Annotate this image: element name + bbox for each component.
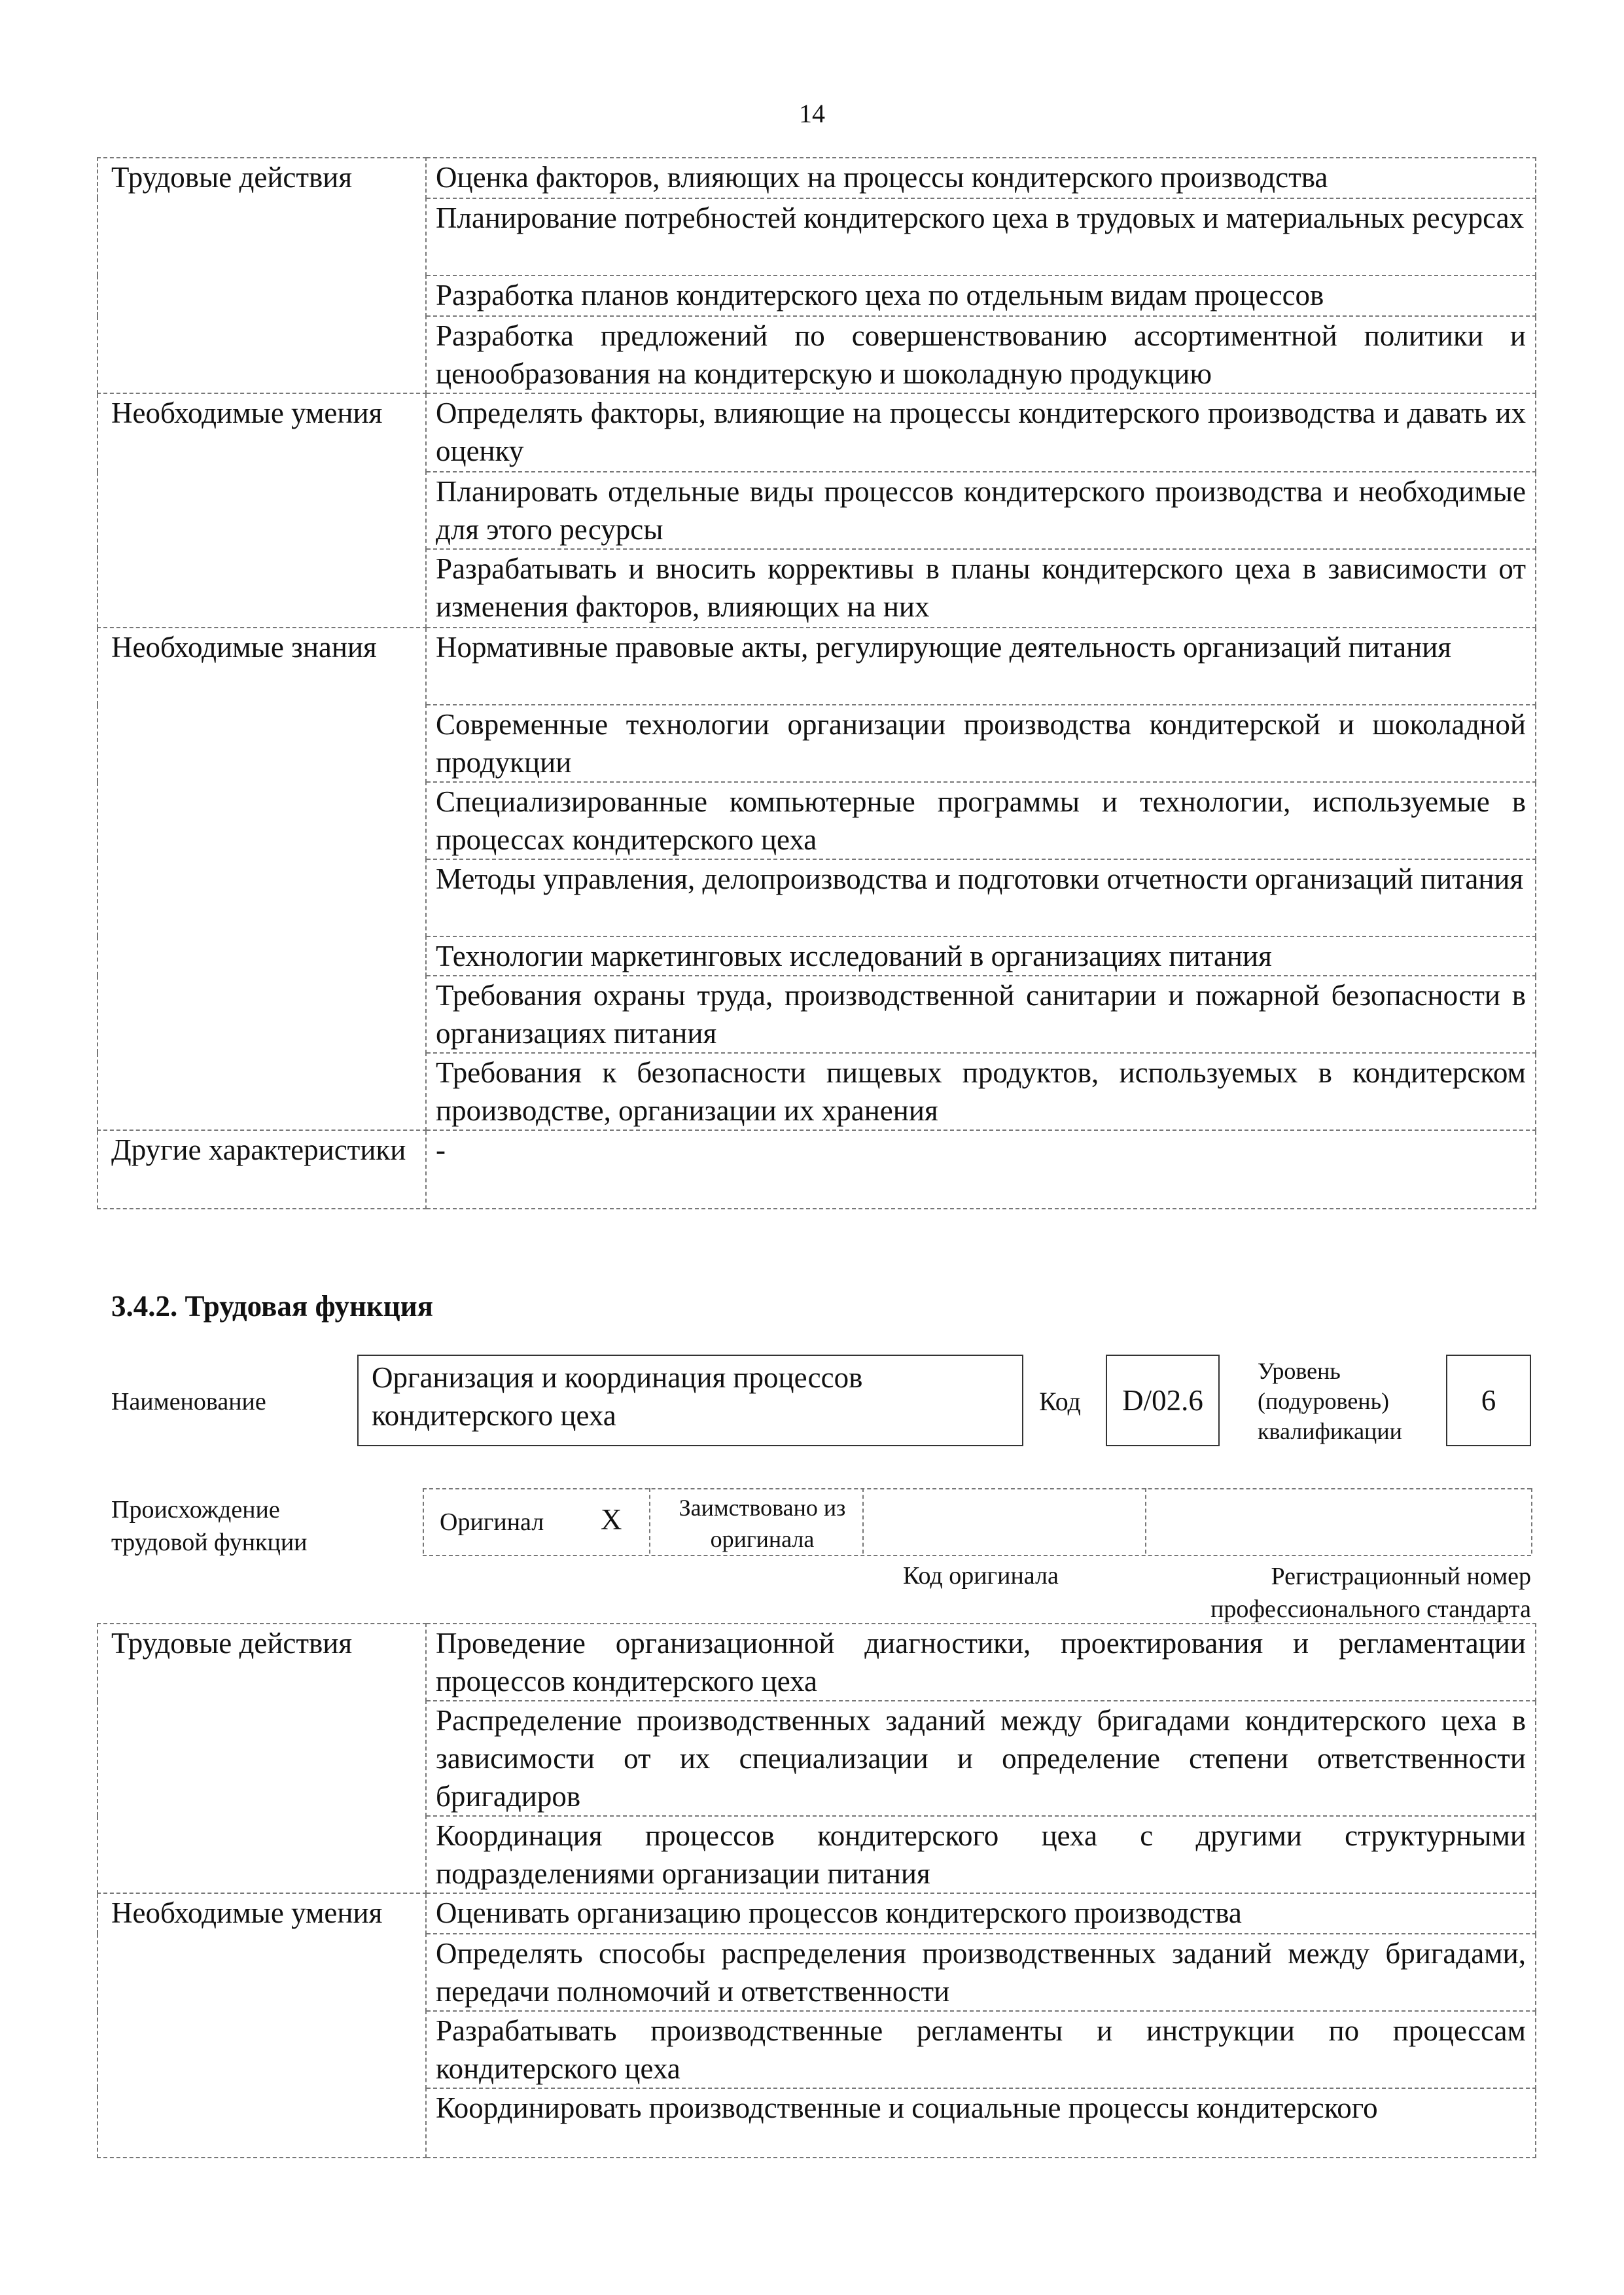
page-number: 14 — [799, 99, 825, 128]
skill-item: Определять факторы, влияющие на процессы кондитерского производства и давать их оценку — [426, 393, 1536, 472]
skills-label: Необходимые умения — [97, 393, 426, 628]
origin-divider — [423, 1488, 424, 1554]
knowledge-item: Современные технологии организации производства кондитерской и шоколадной продукции — [426, 705, 1536, 782]
origin-divider — [649, 1488, 650, 1554]
name-label: Наименование — [111, 1388, 266, 1415]
qualification-level-label: Уровень (подуровень) квалификации — [1258, 1358, 1402, 1444]
skill-item: Определять способы распределения производственных заданий между бригадами, передачи полномочий и ответственности — [426, 1934, 1536, 2011]
other-characteristics-value: - — [426, 1130, 1536, 1209]
skill-item: Оценивать организацию процессов кондитерского производства — [426, 1893, 1536, 1934]
qualification-level-box — [1446, 1355, 1531, 1446]
labor-action-item: Разработка планов кондитерского цеха по отдельным видам процессов — [426, 276, 1536, 316]
knowledge-item: Требования охраны труда, производственной санитарии и пожарной безопасности в организациях питания — [426, 976, 1536, 1053]
labor-actions-label: Трудовые действия — [97, 158, 426, 393]
code-label: Код — [1039, 1387, 1081, 1416]
origin-divider — [1531, 1488, 1532, 1554]
labor-action-item: Оценка факторов, влияющих на процессы кондитерского производства — [426, 158, 1536, 198]
knowledge-label: Необходимые знания — [97, 628, 426, 1130]
name-value: Организация и координация процессов кондитерского цеха — [372, 1361, 863, 1432]
qualification-level-value: 6 — [1481, 1384, 1496, 1417]
section-title: 3.4.2. Трудовая функция — [111, 1290, 434, 1323]
original-mark: X — [601, 1503, 622, 1536]
labor-action-item: Планирование потребностей кондитерского цеха в трудовых и материальных ресурсах — [426, 198, 1536, 276]
skill-item: Планировать отдельные виды процессов кондитерского производства и необходимые для этого ресурсы — [426, 472, 1536, 549]
origin-frame — [423, 1488, 1531, 1556]
skill-item: Координировать производственные и социальные процессы кондитерского — [426, 2088, 1536, 2158]
labor-action-item: Координация процессов кондитерского цеха с другими структурными подразделениями организации питания — [426, 1816, 1536, 1893]
labor-action-item: Проведение организационной диагностики, проектирования и регламентации процессов кондитерского цеха — [426, 1624, 1536, 1701]
labor-function-table — [97, 1623, 1536, 2158]
reg-number-caption: Регистрационный номер профессионального стандарта — [1210, 1563, 1531, 1623]
skill-item: Разрабатывать и вносить коррективы в планы кондитерского цеха в зависимости от изменения факторов, влияющих на них — [426, 549, 1536, 628]
skill-item: Разрабатывать производственные регламенты и инструкции по процессам кондитерского цеха — [426, 2011, 1536, 2088]
labor-action-item: Распределение производственных заданий между бригадами кондитерского цеха в зависимости от их специализации и определение степени ответственности бригадиров — [426, 1701, 1536, 1816]
knowledge-item: Технологии маркетинговых исследований в организациях питания — [426, 936, 1536, 976]
origin-label: Происхождение трудовой функции — [111, 1496, 308, 1556]
knowledge-item: Специализированные компьютерные программы и технологии, используемые в процессах кондитерского цеха — [426, 782, 1536, 859]
other-characteristics-label: Другие характеристики — [97, 1130, 426, 1209]
origin-divider — [1145, 1488, 1146, 1554]
code-value-box — [1106, 1355, 1220, 1446]
code-value: D/02.6 — [1122, 1384, 1203, 1417]
original-label: Оригинал — [440, 1508, 544, 1536]
origin-divider — [862, 1488, 864, 1554]
name-value-box — [357, 1355, 1023, 1446]
borrowed-label: Заимствовано из оригинала — [679, 1495, 846, 1552]
skills-label: Необходимые умения — [97, 1893, 426, 2158]
labor-actions-label: Трудовые действия — [97, 1624, 426, 1893]
labor-action-item: Разработка предложений по совершенствованию ассортиментной политики и ценообразования на кондитерскую и шоколадную продукцию — [426, 316, 1536, 393]
labor-function-table-continued — [97, 157, 1536, 1209]
knowledge-item: Требования к безопасности пищевых продуктов, используемых в кондитерском производстве, организации их хранения — [426, 1053, 1536, 1130]
code-original-caption: Код оригинала — [903, 1562, 1059, 1590]
knowledge-item: Нормативные правовые акты, регулирующие деятельность организаций питания — [426, 628, 1536, 705]
knowledge-item: Методы управления, делопроизводства и подготовки отчетности организаций питания — [426, 859, 1536, 936]
